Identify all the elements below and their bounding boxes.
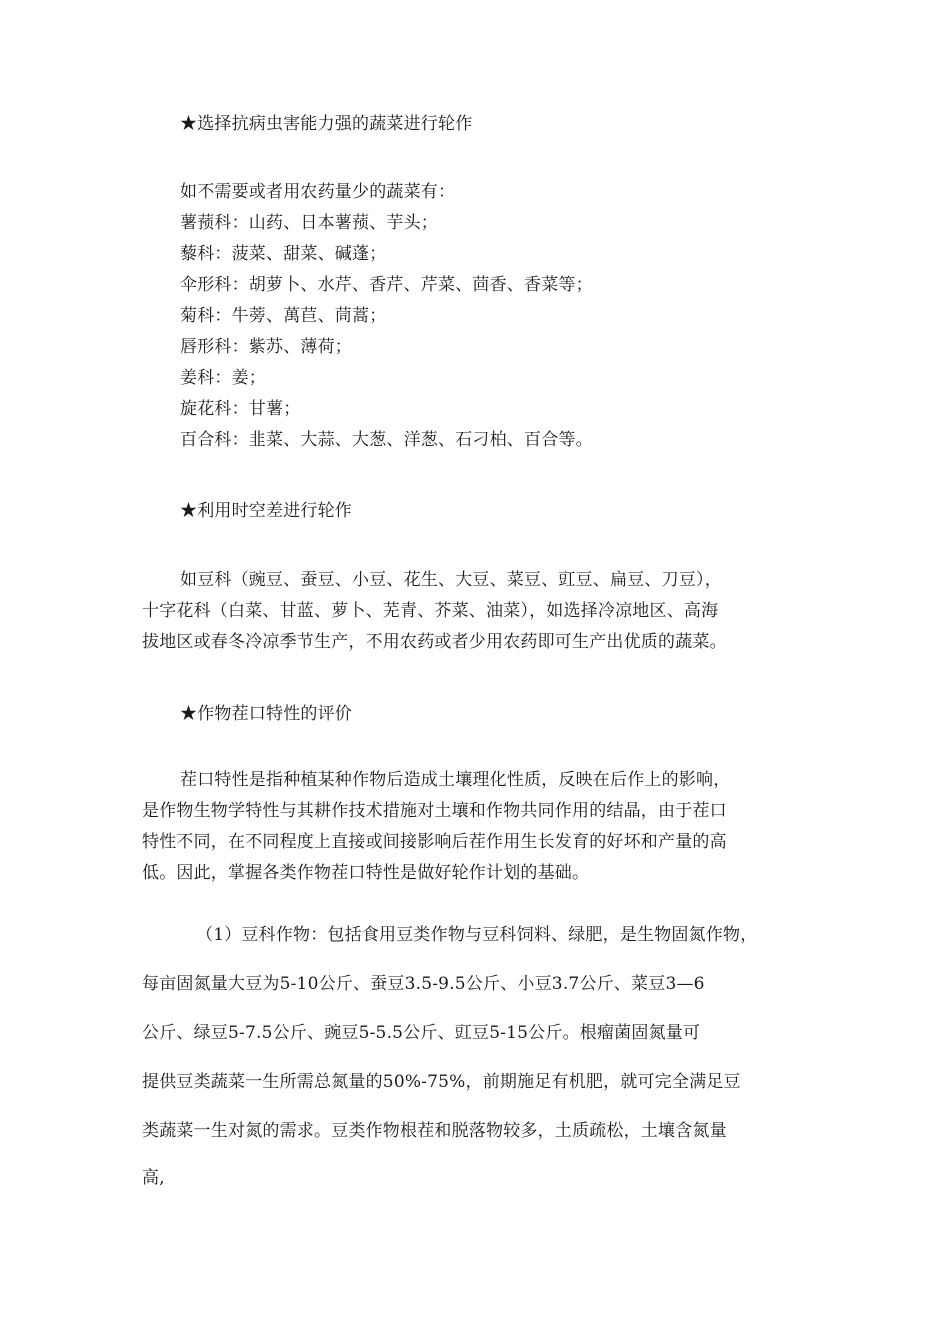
section-heading-spacetime-rotation: ★利用时空差进行轮作 — [180, 501, 352, 521]
section-heading-stubble-evaluation: ★作物茬口特性的评价 — [180, 704, 352, 724]
text-line: 是作物生物学特性与其耕作技术措施对土壤和作物共同作用的结晶，由于茬口 — [142, 801, 727, 821]
text-line: （1）豆科作物：包括食用豆类作物与豆科饲料、绿肥，是生物固氮作物， — [196, 925, 758, 945]
text-line: 菊科：牛蒡、萬苣、茼蒿； — [180, 306, 387, 326]
text-line: 伞形科：胡萝卜、水芹、香芹、芹菜、茴香、香菜等； — [180, 275, 593, 295]
text-line: 特性不同，在不同程度上直接或间接影响后茬作用生长发育的好坏和产量的高 — [142, 832, 727, 852]
text-line: 唇形科：紫苏、薄荷； — [180, 337, 352, 357]
text-line: 低。因此，掌握各类作物茬口特性是做好轮作计划的基础。 — [142, 863, 590, 883]
text-line: 如不需要或者用农药量少的蔬菜有： — [180, 182, 456, 202]
text-line: 公斤、绿豆5-7.5公斤、豌豆5-5.5公斤、豇豆5-15公斤。根瘤菌固氮量可 — [142, 1023, 701, 1043]
text-line: 旋花科：甘薯； — [180, 399, 301, 419]
text-line: 藜科：菠菜、甜菜、碱蓬； — [180, 244, 387, 264]
text-line: 姜科：姜； — [180, 368, 266, 388]
text-line: 每亩固氮量大豆为5-10公斤、蚕豆3.5-9.5公斤、小豆3.7公斤、菜豆3—6 — [142, 974, 705, 994]
text-line: 高, — [142, 1168, 165, 1188]
text-line: 提供豆类蔬菜一生所需总氮量的50%-75%，前期施足有机肥，就可完全满足豆 — [142, 1072, 741, 1092]
section-heading-disease-resistance: ★选择抗病虫害能力强的蔬菜进行轮作 — [180, 114, 473, 134]
text-line: 如豆科（豌豆、蚕豆、小豆、花生、大豆、菜豆、豇豆、扁豆、刀豆）， — [180, 570, 722, 590]
text-line: 百合科：韭菜、大蒜、大葱、洋葱、石刁柏、百合等。 — [180, 430, 593, 450]
text-line: 十字花科（白菜、甘蓝、萝卜、芜青、芥菜、油菜），如选择冷凉地区、高海 — [142, 601, 719, 621]
text-line: 拔地区或春冬冷凉季节生产，不用农药或者少用农药即可生产出优质的蔬菜。 — [142, 632, 727, 652]
text-line: 类蔬菜一生对氮的需求。豆类作物根茬和脱落物较多，土质疏松，土壤含氮量 — [142, 1121, 727, 1141]
text-line: 茬口特性是指种植某种作物后造成土壤理化性质，反映在后作上的影响， — [180, 770, 731, 790]
text-line: 薯蓣科：山药、日本薯蓣、芋头； — [180, 213, 438, 233]
